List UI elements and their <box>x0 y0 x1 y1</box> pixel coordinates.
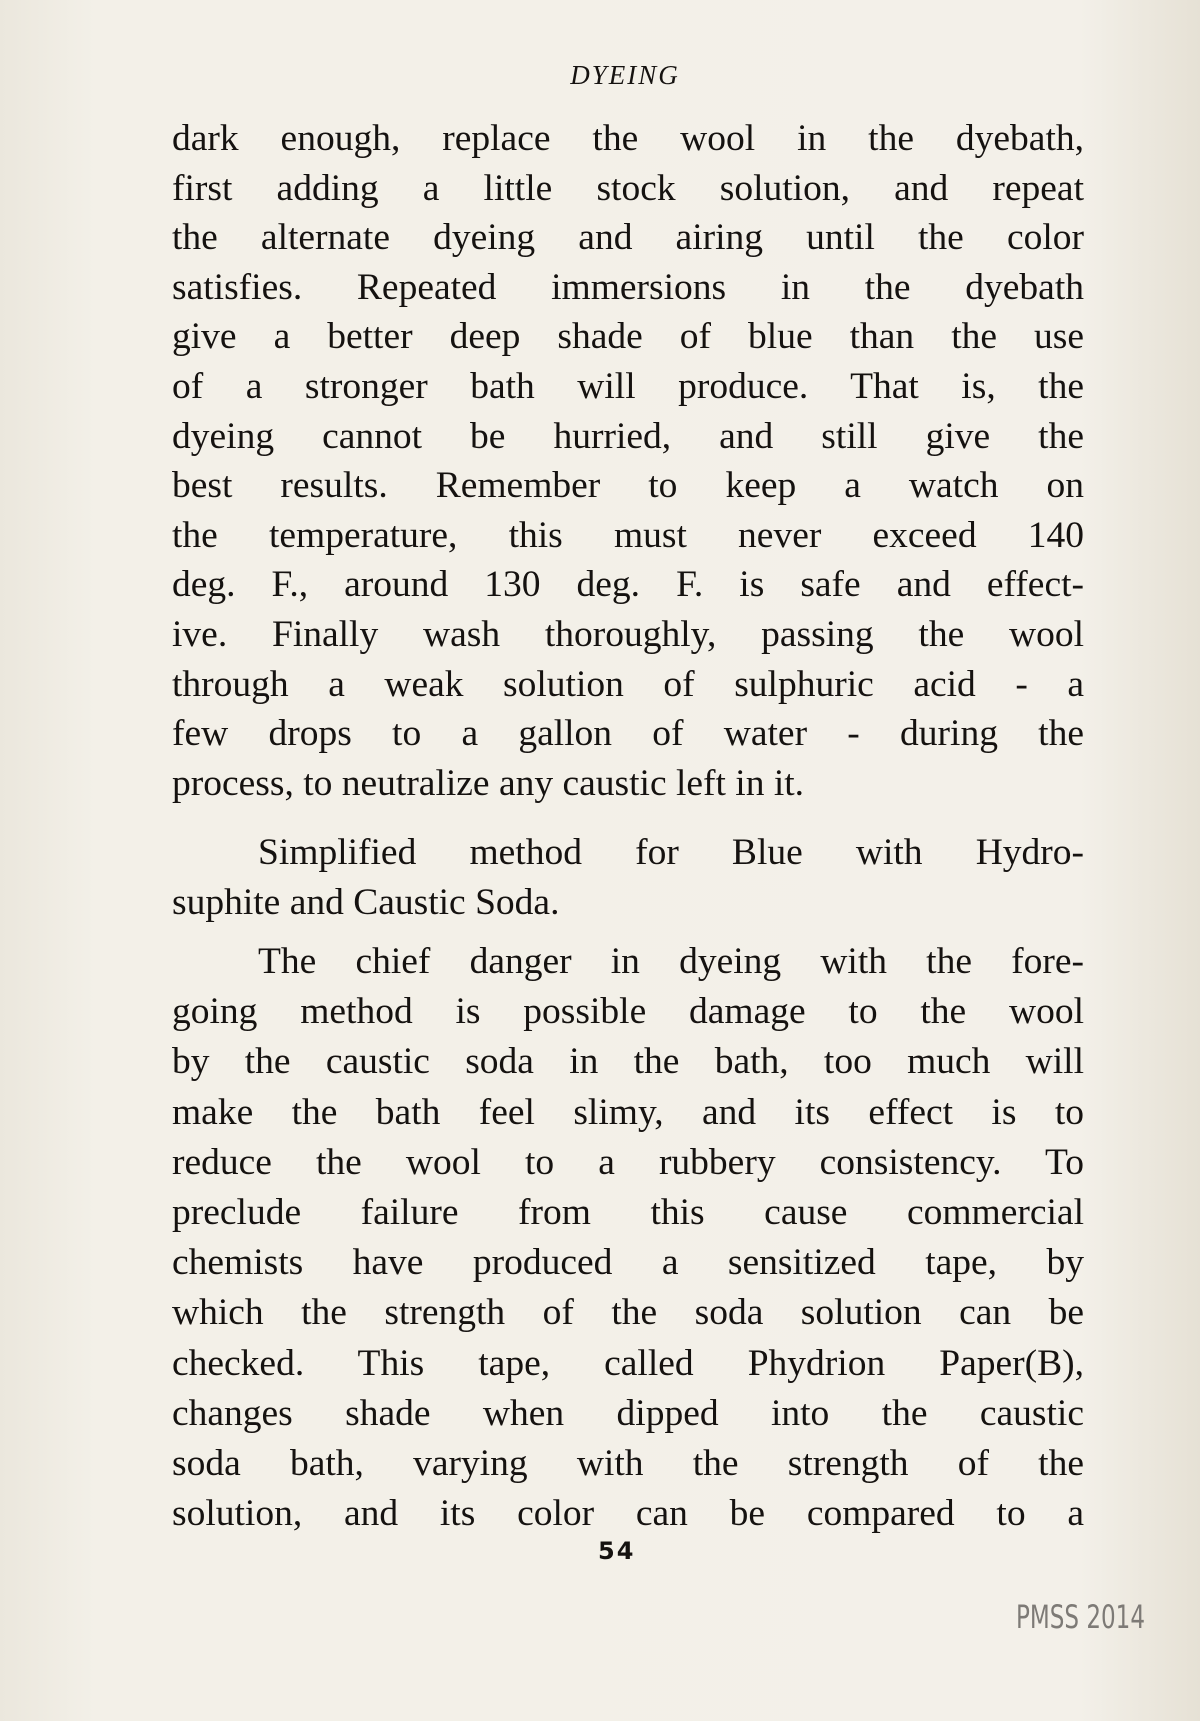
text-line: which the strength of the soda solution can be <box>172 1292 1084 1334</box>
text-line: checked. This tape, called Phydrion Paper(B), <box>172 1342 1084 1384</box>
text-line: the temperature, this must never exceed 140 <box>172 514 1084 556</box>
text-line: few drops to a gallon of water - during the <box>172 713 1084 755</box>
text-line: satisfies. Repeated immersions in the dyebath <box>172 266 1084 308</box>
text-line: soda bath, varying with the strength of the <box>172 1443 1084 1484</box>
running-header: DYEING <box>570 60 680 90</box>
text-line: suphite and Caustic Soda. <box>172 882 560 924</box>
text-line: the alternate dyeing and airing until the color <box>172 217 1084 259</box>
text-line: changes shade when dipped into the caustic <box>172 1392 1084 1434</box>
text-line: through a weak solution of sulphuric acid - a <box>172 663 1084 705</box>
text-line: make the bath feel slimy, and its effect is to <box>172 1091 1084 1133</box>
text-line: dyeing cannot be hurried, and still give the <box>172 415 1084 457</box>
text-line: reduce the wool to a rubbery consistency. To <box>172 1141 1084 1183</box>
text-line: deg. F., around 130 deg. F. is safe and effect- <box>172 564 1084 606</box>
text-line: Simplified method for Blue with Hydro- <box>258 832 1084 873</box>
text-line: first adding a little stock solution, and repeat <box>172 167 1084 209</box>
text-line: process, to neutralize any caustic left in it. <box>172 762 805 804</box>
text-line: best results. Remember to keep a watch on <box>172 465 1084 507</box>
text-line: solution, and its color can be compared to a <box>172 1493 1084 1535</box>
text-line: of a stronger bath will produce. That is, the <box>172 366 1084 407</box>
page-number: 54 <box>598 1537 636 1565</box>
text-line: The chief danger in dyeing with the fore- <box>258 941 1084 982</box>
watermark: PMSS 2014 <box>1016 1598 1145 1636</box>
text-line: ive. Finally wash thoroughly, passing the wool <box>172 614 1084 655</box>
text-line: give a better deep shade of blue than the use <box>172 316 1084 358</box>
text-line: chemists have produced a sensitized tape, by <box>172 1242 1084 1284</box>
text-line: by the caustic soda in the bath, too much will <box>172 1041 1084 1083</box>
text-line: going method is possible damage to the wool <box>172 991 1084 1033</box>
text-line: preclude failure from this cause commercial <box>172 1192 1084 1233</box>
text-line: dark enough, replace the wool in the dyebath, <box>172 118 1084 159</box>
